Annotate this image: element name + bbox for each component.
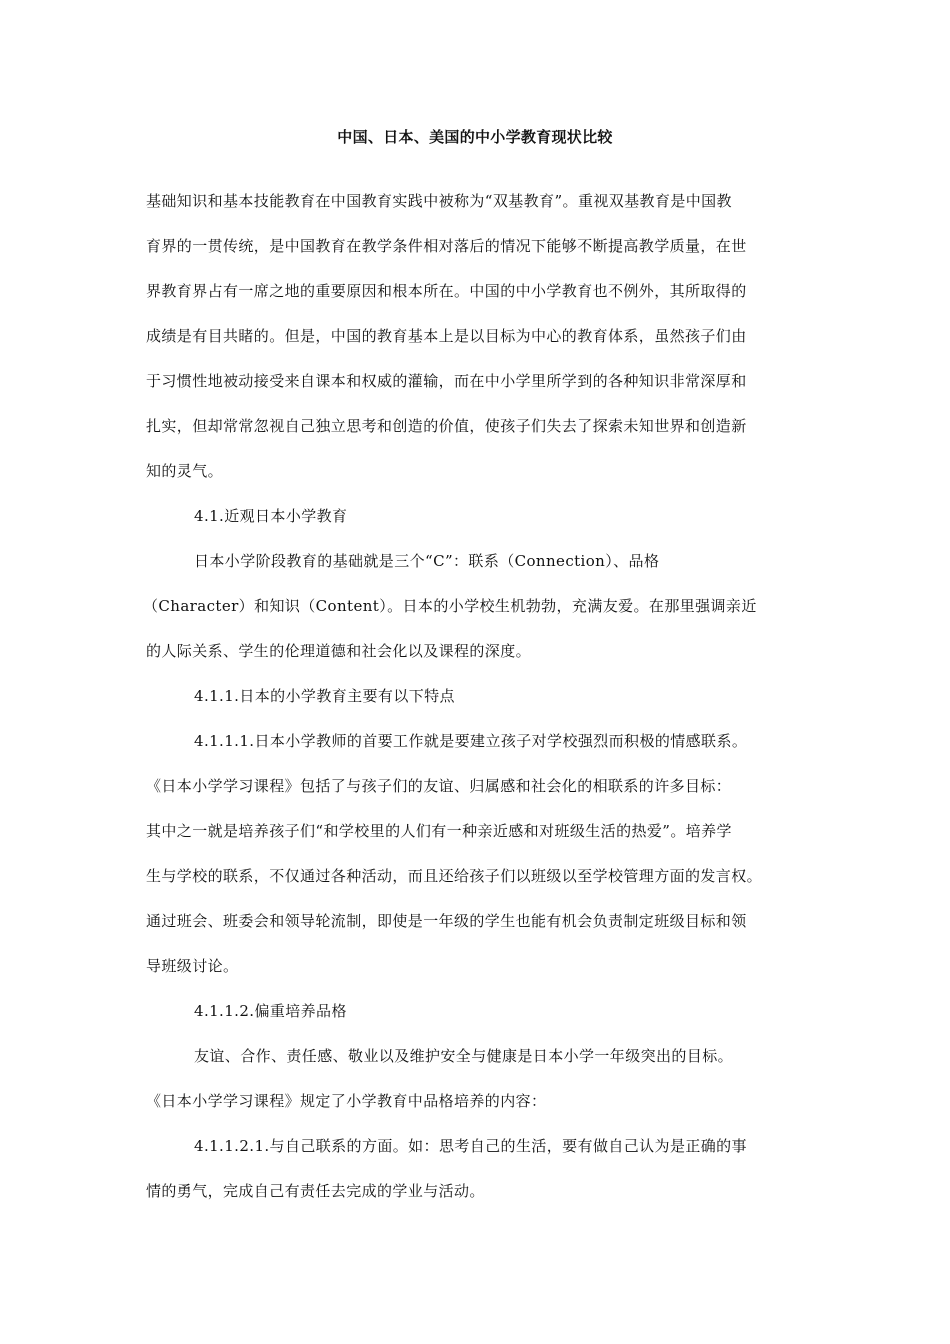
section-heading: 4.1.1.2.偏重培养品格 (194, 1002, 347, 1020)
paragraph-line: 的人际关系、学生的伦理道德和社会化以及课程的深度。 (146, 642, 532, 660)
section-heading: 4.1.1.日本的小学教育主要有以下特点 (194, 687, 455, 705)
paragraph-line: 《日本小学学习课程》包括了与孩子们的友谊、归属感和社会化的相联系的许多目标： (146, 777, 732, 795)
paragraph-line: 《日本小学学习课程》规定了小学教育中品格培养的内容： (146, 1092, 547, 1110)
paragraph-line: 成绩是有目共睹的。但是，中国的教育基本上是以目标为中心的教育体系，虽然孩子们由 (146, 327, 747, 345)
paragraph-line: 扎实，但却常常忽视自己独立思考和创造的价值，使孩子们失去了探索未知世界和创造新 (146, 417, 747, 435)
paragraph-line: 情的勇气，完成自己有责任去完成的学业与活动。 (146, 1182, 485, 1200)
paragraph-line: 界教育界占有一席之地的重要原因和根本所在。中国的中小学教育也不例外，其所取得的 (146, 282, 747, 300)
paragraph-line: 通过班会、班委会和领导轮流制，即使是一年级的学生也能有机会负责制定班级目标和领 (146, 912, 747, 930)
section-heading: 4.1.1.1.日本小学教师的首要工作就是要建立孩子对学校强烈而积极的情感联系。 (194, 732, 748, 750)
paragraph-line: 于习惯性地被动接受来自课本和权威的灌输，而在中小学里所学到的各种知识非常深厚和 (146, 372, 747, 390)
paragraph-line: 知的灵气。 (146, 462, 224, 480)
paragraph-line: 基础知识和基本技能教育在中国教育实践中被称为“双基教育”。重视双基教育是中国教 (146, 192, 732, 210)
paragraph-line: 其中之一就是培养孩子们“和学校里的人们有一种亲近感和对班级生活的热爱”。培养学 (146, 822, 732, 840)
paragraph-line: 导班级讨论。 (146, 957, 239, 975)
paragraph-line: 友谊、合作、责任感、敬业以及维护安全与健康是日本小学一年级突出的目标。 (194, 1047, 734, 1065)
section-heading: 4.1.1.2.1.与自己联系的方面。如：思考自己的生活，要有做自己认为是正确的事 (194, 1137, 747, 1155)
paragraph-line: 日本小学阶段教育的基础就是三个“C”：联系（Connection）、品格 (194, 552, 660, 570)
paragraph-line: 生与学校的联系，不仅通过各种活动，而且还给孩子们以班级以至学校管理方面的发言权。 (146, 867, 763, 885)
paragraph-line: 育界的一贯传统，是中国教育在教学条件相对落后的情况下能够不断提高教学质量，在世 (146, 237, 747, 255)
document-body (143, 186, 810, 1221)
section-heading: 4.1.近观日本小学教育 (194, 507, 348, 525)
document-title: 中国、日本、美国的中小学教育现状比较 (337, 128, 613, 146)
paragraph-line: （Character）和知识（Content）。日本的小学校生机勃勃，充满友爱。在那里强调亲近 (143, 597, 757, 615)
